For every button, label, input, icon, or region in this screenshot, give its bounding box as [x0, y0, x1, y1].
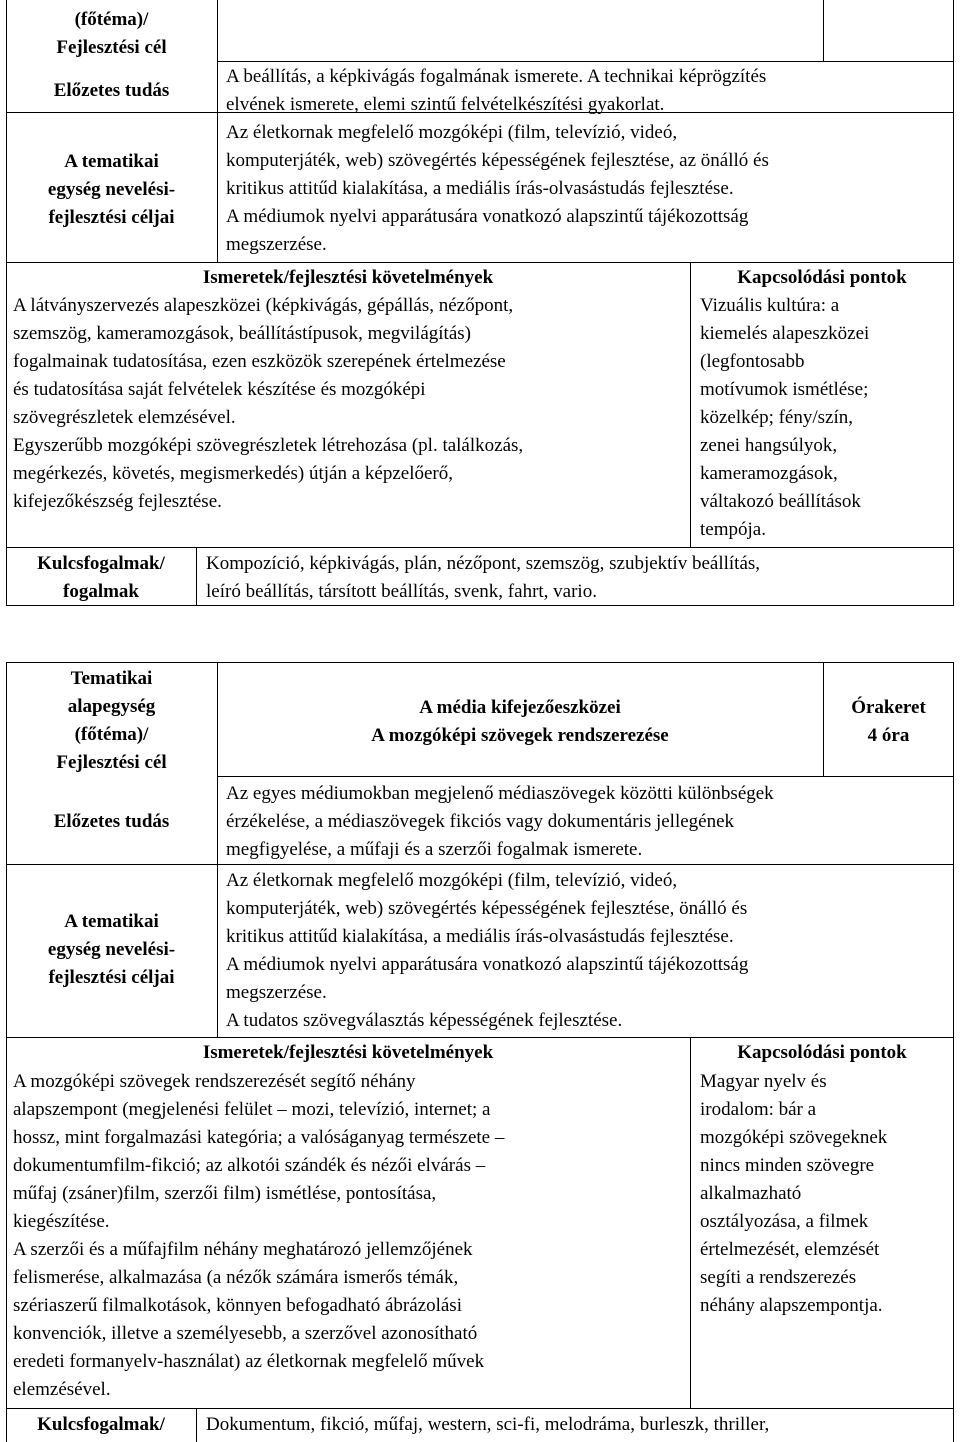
t2-keywords-label: Kulcsfogalmak/ — [37, 1414, 165, 1435]
t2-unit-title: A média kifejezőeszközei A mozgóképi szövegek rendszerezése — [371, 697, 669, 746]
t1-goals-text: Az életkornak megfelelő mozgóképi (film, televízió, videó, komputerjáték, web) szövegértés képességének fejlesztése, az önálló és kritikus attitűd kialakítása, a mediális írás-olvasástudás fejlesztése. A médiumok nyelvi apparátusára vonatkozó alapszintű tájékozottság megszerzése. — [226, 122, 769, 255]
t1-connections-text: Vizuális kultúra: a kiemelés alapeszközei (legfontosabb motívumok ismétlése; közelkép; fény/szín, zenei hangsúlyok, kameramozgások, váltakozó beállítások tempója. — [700, 295, 870, 540]
t1-keywords-text: Kompozíció, képkivágás, plán, nézőpont, szemszög, szubjektív beállítás, leíró beállítás, társított beállítás, svenk, fahrt, vario. — [206, 553, 761, 602]
t1-prior-knowledge-text: A beállítás, a képkivágás fogalmának ismerete. A technikai képrögzítés elvének ismerete, elemi szintű felvételkészítési gyakorlat. — [226, 66, 767, 115]
t1-requirements-header: Ismeretek/fejlesztési követelmények — [202, 267, 494, 288]
t2-keywords-text: Dokumentum, fikció, műfaj, western, sci-fi, melodráma, burleszk, thriller, — [206, 1414, 770, 1435]
t2-header-label: Tematikai alapegység (főtéma)/ Fejlesztési cél — [56, 668, 167, 773]
t1-keywords-label: Kulcsfogalmak/ fogalmak — [37, 553, 165, 602]
t2-prior-knowledge-text: Az egyes médiumokban megjelenő médiaszövegek közötti különbségek érzékelése, a médiaszövegek fikciós vagy dokumentáris jellegének megfigyelése, a műfaji és a szerzői fogalmak ismerete. — [226, 783, 774, 860]
t2-connections-text: Magyar nyelv és irodalom: bár a mozgóképi szövegeknek nincs minden szövegre alkalmazható osztályozása, a filmek értelmezését, elemzését segíti a rendszerezés néhány alapszempontja. — [700, 1071, 888, 1316]
t1-connections-header: Kapcsolódási pontok — [737, 267, 907, 288]
t2-hours: Órakeret 4 óra — [851, 697, 926, 746]
t2-requirements-header: Ismeretek/fejlesztési követelmények — [202, 1042, 494, 1063]
t1-header-label: (főtéma)/ Fejlesztési cél — [56, 9, 167, 58]
t2-prior-knowledge-label: Előzetes tudás — [53, 811, 170, 832]
t1-requirements-text: A látványszervezés alapeszközei (képkivágás, gépállás, nézőpont, szemszög, kameramozgások, beállítástípusok, megvilágítás) fogalmainak tudatosítása, ezen eszközök szerepének értelmezése és tudatosítása saját felvételek készítése és mozgóképi szövegrészletek elemzésével. Egyszerűbb mozgóképi szövegrészletek létrehozása (pl. találkozás, megérkezés, követés, megismerkedés) útján a képzelőerő, kifejezőkészség fejlesztése. — [13, 295, 524, 512]
t2-requirements-text: A mozgóképi szövegek rendszerezését segítő néhány alapszempont (megjelenési felület – mozi, televízió, internet; a hossz, mint forgalmazási kategória; a valóságanyag természete – dokumentumfilm-fikció; az alkotói szándék és nézői elvárás – műfaj (zsáner)film, szerzői film) ismétlése, pontosítása, kiegészítése. A szerzői és a műfajfilm néhány meghatározó jellemzőjének felismerése, alkalmazása (a nézők számára ismerős témák, szériaszerű filmalkotások, könnyen befogadható ábrázolási konvenciók, illetve a személyesebb, a szerzővel azonosítható eredeti formanyelv-használat) az életkornak megfelelő művek elemzésével. — [13, 1071, 505, 1400]
t1-goals-label: A tematikai egység nevelési- fejlesztési céljai — [47, 151, 176, 228]
t2-goals-text: Az életkornak megfelelő mozgóképi (film, televízió, videó, komputerjáték, web) szövegértés képességének fejlesztése, önálló és kritikus attitűd kialakítása, a mediális írás-olvasástudás fejlesztése. A médiumok nyelvi apparátusára vonatkozó alapszintű tájékozottság megszerzése. A tudatos szövegválasztás képességének fejlesztése. — [226, 870, 749, 1031]
t2-goals-label: A tematikai egység nevelési- fejlesztési céljai — [47, 911, 176, 988]
t1-prior-knowledge-label: Előzetes tudás — [53, 80, 170, 101]
t2-connections-header: Kapcsolódási pontok — [737, 1042, 907, 1063]
